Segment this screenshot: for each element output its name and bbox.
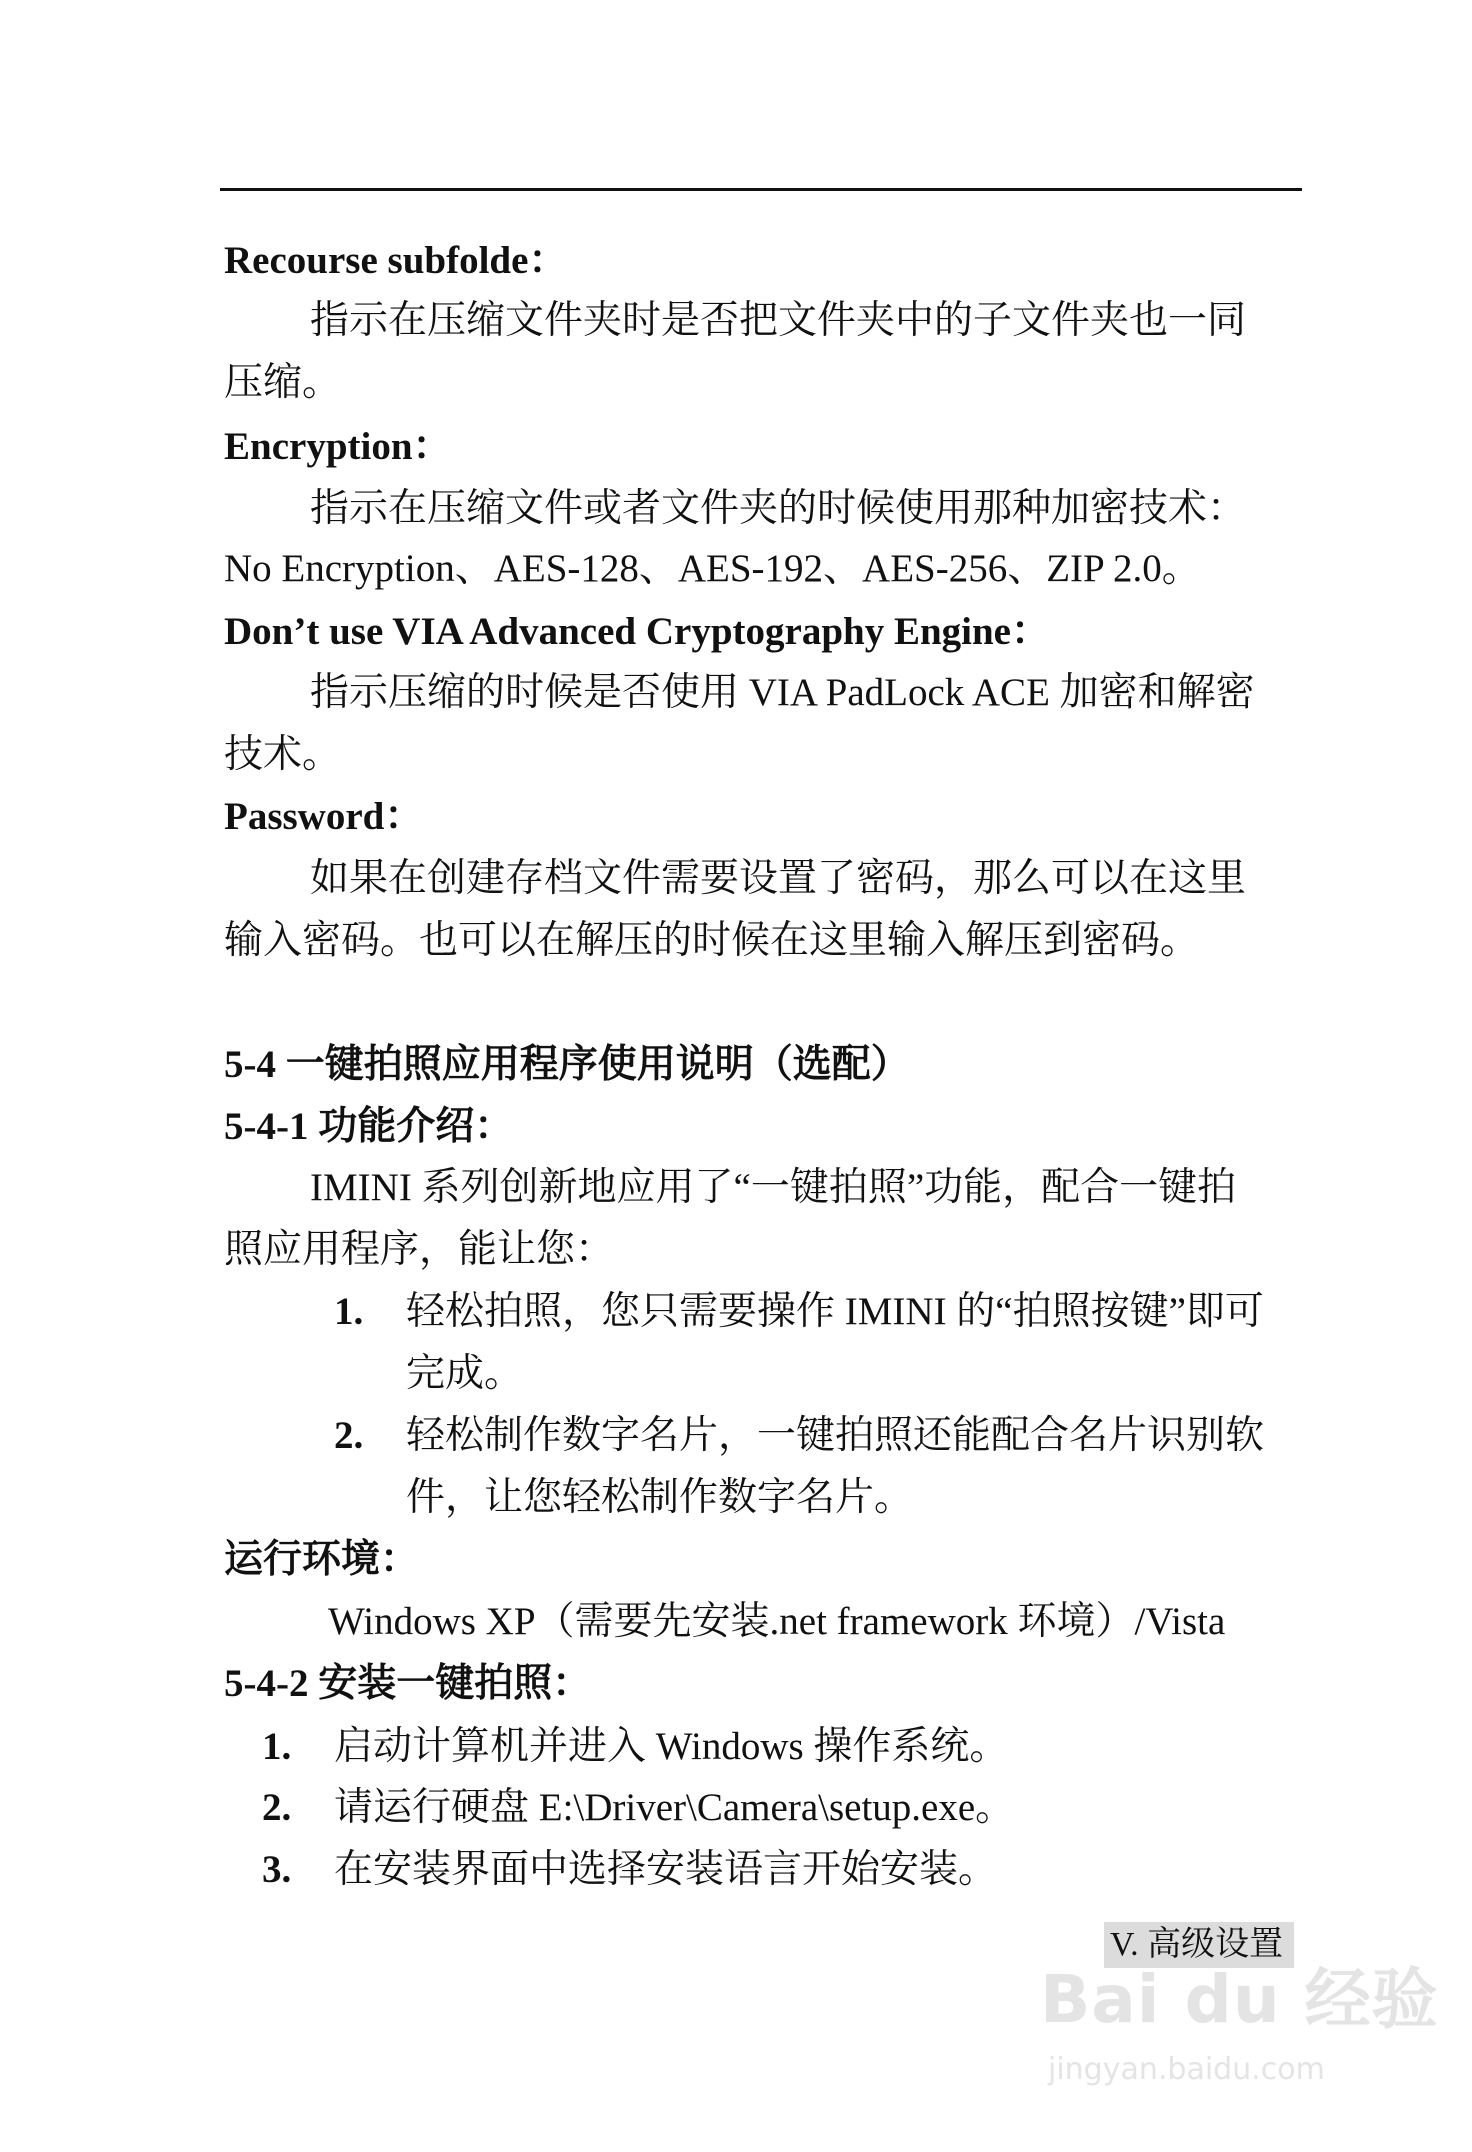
baidu-watermark <box>1040 1960 1439 2110</box>
recourse-desc-line1: 指示在压缩文件夹时是否把文件夹中的子文件夹也一同 <box>310 299 1247 342</box>
feature-item-2-line2: 件，让您轻松制作数字名片。 <box>406 1476 914 1519</box>
encryption-desc-line2: No Encryption、AES-128、AES-192、AES-256、ZIP 2.0。 <box>224 547 1201 590</box>
password-desc-line2: 输入密码。也可以在解压的时候在这里输入解压到密码。 <box>224 919 1200 962</box>
install-step-3-number: 3. <box>262 1848 292 1891</box>
via-engine-title: Don’t use VIA Advanced Cryptography Engine： <box>224 610 1050 653</box>
environment-value: Windows XP（需要先安装.net framework 环境）/Vista <box>328 1600 1226 1643</box>
recourse-title: Recourse subfolde： <box>224 239 568 282</box>
intro-line2: 照应用程序，能让您： <box>224 1228 615 1271</box>
feature-item-2-line1: 轻松制作数字名片，一键拍照还能配合名片识别软 <box>406 1414 1265 1457</box>
install-step-2-number: 2. <box>262 1786 292 1829</box>
encryption-desc-line1: 指示在压缩文件或者文件夹的时候使用那种加密技术： <box>310 487 1247 530</box>
baidu-logo-icon: Bai du 经验 <box>1040 1961 1439 2038</box>
intro-line1: IMINI 系列创新地应用了“一键拍照”功能，配合一键拍 <box>310 1166 1237 1209</box>
recourse-desc-line2: 压缩。 <box>224 361 342 404</box>
encryption-title: Encryption： <box>224 425 452 468</box>
install-step-3-text: 在安装界面中选择安装语言开始安装。 <box>334 1848 998 1891</box>
environment-title: 运行环境： <box>224 1538 420 1581</box>
install-step-2-text: 请运行硬盘 E:\Driver\Camera\setup.exe。 <box>334 1786 1015 1829</box>
password-desc-line1: 如果在创建存档文件需要设置了密码，那么可以在这里 <box>310 857 1247 900</box>
subsection-541-title: 5-4-1 功能介绍： <box>224 1105 514 1148</box>
install-step-1-text: 启动计算机并进入 Windows 操作系统。 <box>334 1725 1009 1768</box>
header-rule <box>220 188 1302 191</box>
feature-item-1-number: 1. <box>334 1290 364 1333</box>
feature-item-1-line1: 轻松拍照，您只需要操作 IMINI 的“拍照按键”即可 <box>406 1290 1264 1333</box>
subsection-542-title: 5-4-2 安装一键拍照： <box>224 1662 592 1705</box>
watermark-url: jingyan.baidu.com <box>1048 2052 1325 2087</box>
via-engine-desc-line2: 技术。 <box>224 733 342 776</box>
via-engine-desc-line1: 指示压缩的时候是否使用 VIA PadLock ACE 加密和解密 <box>310 671 1255 714</box>
feature-item-1-line2: 完成。 <box>406 1352 524 1395</box>
feature-item-2-number: 2. <box>334 1414 364 1457</box>
password-title: Password： <box>224 795 424 838</box>
chapter-title: 5-4 一键拍照应用程序使用说明（选配） <box>224 1043 910 1086</box>
footer-section-label: V. 高级设置 <box>1104 1922 1294 1968</box>
install-step-1-number: 1. <box>262 1725 292 1768</box>
